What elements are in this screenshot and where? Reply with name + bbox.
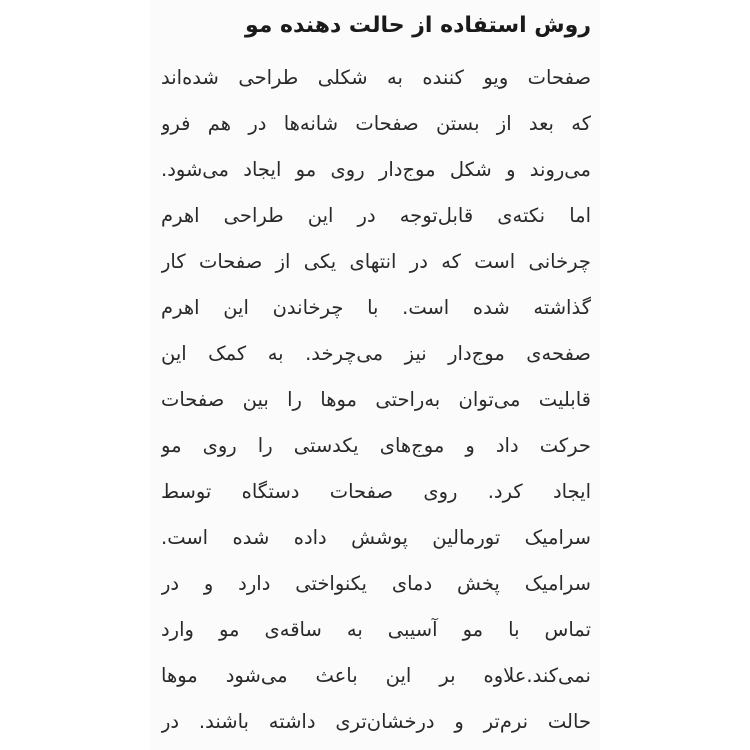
paragraph-line: ایجاد کرد. روی صفحات دستگاه توسط — [161, 480, 591, 503]
right-margin — [600, 0, 750, 750]
paragraph-line: اما نکته‌ی قابل‌توجه در این طراحی اهرم — [161, 204, 591, 227]
left-margin — [0, 0, 150, 750]
paragraph-line: چرخانی است که در انتهای یکی از صفحات کار — [161, 250, 591, 273]
paragraph-line: قابلیت می‌توان به‌راحتی موها را بین صفحات — [161, 388, 591, 411]
article-body — [161, 55, 591, 745]
paragraph-line: صفحه‌ی موج‌دار نیز می‌چرخد. به کمک این — [161, 342, 591, 365]
paragraph-line: صفحات ویو کننده به شکلی طراحی شده‌اند — [161, 66, 591, 89]
paragraph-line: حرکت داد و موج‌های یکدستی را روی مو — [161, 434, 591, 457]
paragraph-line: می‌روند و شکل موج‌دار روی مو ایجاد می‌شود. — [161, 158, 591, 181]
paragraph-line: سرامیک تورمالین پوشش داده شده است. — [161, 526, 591, 549]
section-heading: روش استفاده از حالت دهنده مو — [244, 13, 591, 38]
paragraph-line: که بعد از بستن صفحات شانه‌ها در هم فرو — [161, 112, 591, 135]
paragraph-line: گذاشته شده است. با چرخاندن این اهرم — [161, 296, 591, 319]
paragraph-line: سرامیک پخش دمای یکنواختی دارد و در — [161, 572, 591, 595]
paragraph-line: حالت نرم‌تر و درخشان‌تری داشته باشند. در — [161, 710, 591, 733]
article-content — [150, 0, 600, 750]
paragraph-line: تماس با مو آسیبی به ساقه‌ی مو وارد — [161, 618, 591, 641]
paragraph-line: نمی‌کند.علاوه بر این باعث می‌شود موها — [161, 664, 591, 687]
